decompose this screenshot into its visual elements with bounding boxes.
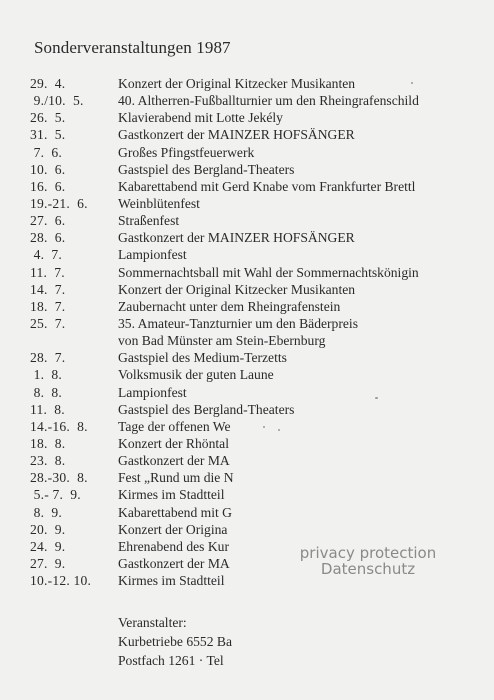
event-description: Konzert der Original Kitzecker Musikanten <box>118 76 356 91</box>
event-row <box>0 161 494 178</box>
event-description: 40. Altherren-Fußballturnier um den Rheingrafenschild <box>118 93 419 109</box>
event-row <box>0 401 494 418</box>
event-date: 5.- 7. 9. <box>30 487 81 503</box>
event-date: 1. 8. <box>30 367 62 383</box>
event-description: Zaubernacht unter dem Rheingrafenstein <box>118 298 341 314</box>
event-description: Gastkonzert der MAINZER HOFSÄNGER <box>118 230 355 246</box>
event-date: 23. 8. <box>30 453 66 469</box>
event-description: Gastspiel des Medium-Terzetts <box>118 350 287 366</box>
watermark-line-1: privacy protection <box>299 544 437 562</box>
event-description: Konzert der Origina <box>118 521 228 537</box>
event-description: Gastkonzert der MA <box>118 453 230 469</box>
event-description: Klavierabend mit Lotte Jekély <box>118 110 283 126</box>
event-description: Weinblütenfest <box>118 195 200 211</box>
event-date: 31. 5. <box>30 127 66 143</box>
event-description: Lampionfest <box>118 384 187 400</box>
event-date: 28. 7. <box>30 350 66 366</box>
event-row <box>0 281 494 298</box>
event-description: Großes Pfingstfeuerwerk <box>118 144 255 160</box>
event-date: 8. 8. <box>30 384 62 400</box>
event-row <box>0 92 494 109</box>
event-date: 10.-12. 10. <box>30 573 92 589</box>
event-row <box>0 109 494 126</box>
event-date: 16. 6. <box>30 178 66 194</box>
event-description: Straßenfest <box>118 213 180 229</box>
organizer-address: Kurbetriebe 6552 Ba <box>118 634 233 649</box>
event-date: 24. 9. <box>30 538 66 554</box>
event-description: Konzert der Rhöntal <box>118 435 229 451</box>
event-description: Tage der offenen We <box>118 418 231 434</box>
event-date: 11. 7. <box>30 264 65 280</box>
event-description: Konzert der Original Kitzecker Musikanten <box>118 281 356 297</box>
event-date: 25. 7. <box>30 315 66 331</box>
scan-speck <box>263 426 265 428</box>
event-description: von Bad Münster am Stein-Ebernburg <box>118 333 326 349</box>
event-description: Gastkonzert der MAINZER HOFSÄNGER <box>118 127 355 143</box>
event-date: 14.-16. 8. <box>30 418 88 434</box>
event-row <box>0 332 494 349</box>
event-description: Fest „Rund um die N <box>118 470 234 486</box>
event-date: 26. 5. <box>30 110 66 126</box>
event-row <box>0 366 494 383</box>
event-row <box>0 75 494 92</box>
scan-speck <box>375 397 378 399</box>
event-description: 35. Amateur-Tanzturnier um den Bäderpreis <box>118 315 358 331</box>
event-description: Kirmes im Stadtteil <box>118 573 225 589</box>
event-date: 28. 6. <box>30 230 66 246</box>
event-date: 14. 7. <box>30 281 66 297</box>
event-row <box>0 212 494 229</box>
watermark-line-2: Datenschutz <box>320 560 416 578</box>
event-row <box>0 246 494 263</box>
organizer-block <box>118 614 232 669</box>
event-description: Lampionfest <box>118 247 187 263</box>
event-description: Kabarettabend mit Gerd Knabe vom Frankfurter Brettl <box>118 178 416 194</box>
privacy-watermark <box>292 545 444 577</box>
event-row <box>0 298 494 315</box>
event-date: 8. 9. <box>30 504 62 520</box>
event-date: 28.-30. 8. <box>30 470 88 486</box>
event-description: Gastkonzert der MA <box>118 555 230 571</box>
event-row <box>0 349 494 366</box>
event-date: 29. 4. <box>30 76 66 91</box>
event-date: 9./10. 5. <box>30 93 84 109</box>
event-date: 27. 9. <box>30 555 66 571</box>
event-row <box>0 195 494 212</box>
event-date: 20. 9. <box>30 521 66 537</box>
scan-speck <box>411 82 413 84</box>
event-date: 18. 8. <box>30 435 66 451</box>
scan-speck <box>278 429 280 431</box>
event-row <box>0 126 494 143</box>
event-row <box>0 178 494 195</box>
organizer-contact: Postfach 1261 · Tel <box>118 653 224 668</box>
event-row <box>0 144 494 161</box>
organizer-label: Veranstalter: <box>118 615 187 630</box>
event-row <box>0 264 494 281</box>
event-row <box>0 384 494 401</box>
document-title: Sonderveranstaltungen 1987 <box>34 38 231 57</box>
event-date: 11. 8. <box>30 401 65 417</box>
event-date: 7. 6. <box>30 144 62 160</box>
event-description: Volksmusik der guten Laune <box>118 367 274 383</box>
event-description: Gastspiel des Bergland-Theaters <box>118 401 295 417</box>
event-row <box>0 229 494 246</box>
event-date: 18. 7. <box>30 298 66 314</box>
event-date: 10. 6. <box>30 161 66 177</box>
event-description: Sommernachtsball mit Wahl der Sommernachtskönigin <box>118 264 419 280</box>
event-description: Ehrenabend des Kur <box>118 538 229 554</box>
event-date: 19.-21. 6. <box>30 195 88 211</box>
event-date: 4. 7. <box>30 247 62 263</box>
event-description: Kirmes im Stadtteil <box>118 487 225 503</box>
event-row <box>0 315 494 332</box>
event-description: Gastspiel des Bergland-Theaters <box>118 161 295 177</box>
event-description: Kabarettabend mit G <box>118 504 232 520</box>
event-date: 27. 6. <box>30 213 66 229</box>
